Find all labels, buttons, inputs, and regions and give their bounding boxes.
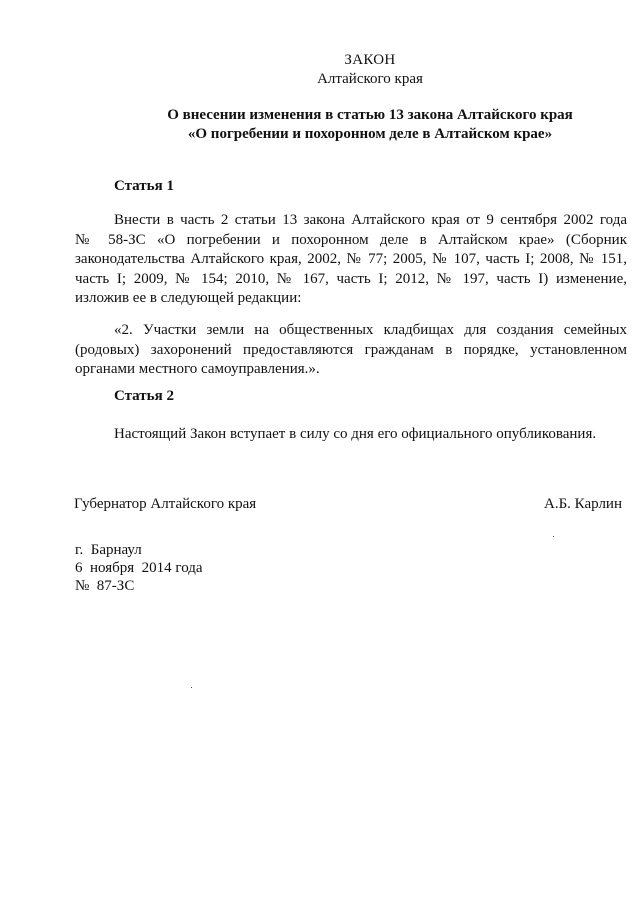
article-2-title: Статья 2 — [114, 388, 174, 404]
paragraph-line: законодательства Алтайского края, 2002, № 77; 2005, № 107, часть I; 2008, № 151, — [75, 251, 627, 268]
law-number: № 87-ЗС — [75, 578, 135, 594]
paragraph-line: № 58-ЗС «О погребении и похоронном деле в Алтайском крае» (Сборник — [75, 231, 627, 248]
paragraph-line: Настоящий Закон вступает в силу со дня его официального опубликования. — [114, 426, 597, 442]
paragraph-line: (родовых) захоронений предоставляются гражданам в порядке, установленном — [75, 341, 627, 358]
place-date-block — [75, 541, 203, 595]
law-title: ЗАКОН — [344, 52, 396, 68]
paragraph-line: часть I; 2009, № 154; 2010, № 167, часть I; 2012, № 197, часть I) изменение, — [75, 270, 627, 287]
paragraph-line: изложив ее в следующей редакции: — [75, 290, 302, 307]
law-heading-line-1: О внесении изменения в статью 13 закона Алтайского края — [167, 107, 573, 123]
signature-name: А.Б. Карлин — [543, 496, 622, 512]
paragraph-line: Внести в часть 2 статьи 13 закона Алтайского края от 9 сентября 2002 года — [114, 212, 627, 228]
city: г. Барнаул — [75, 542, 142, 558]
scan-speck — [553, 536, 554, 537]
scan-speck — [191, 687, 192, 688]
article-2-text — [114, 425, 634, 445]
law-region: Алтайского края — [317, 71, 423, 87]
article-1-title: Статья 1 — [114, 178, 174, 194]
law-heading-line-2: «О погребении и похоронном деле в Алтайском крае» — [187, 126, 553, 142]
paragraph-line: органами местного самоуправления.». — [75, 361, 320, 378]
article-1-paragraph-1 — [75, 211, 627, 309]
date: 6 ноября 2014 года — [75, 560, 203, 576]
paragraph-line: «2. Участки земли на общественных кладбищах для создания семейных — [114, 322, 627, 338]
article-1-paragraph-2 — [75, 321, 627, 380]
signature-position: Губернатор Алтайского края — [74, 496, 257, 512]
